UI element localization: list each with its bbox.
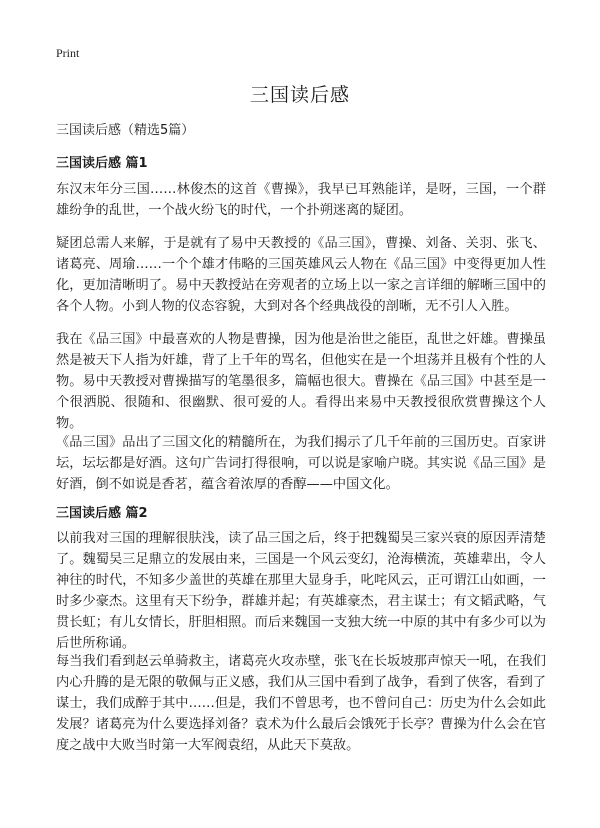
paragraph: 《品三国》品出了三国文化的精髓所在，为我们揭示了几千年前的三国历史。百家讲坛，坛坛都是好酒。这句广告词打得很响，可以说是家喻户晓。其实说《品三国》是好酒，倒不如说是香茗，蕴含着浓厚的香醇——中国文化。 [56,435,546,492]
print-link[interactable]: Print [56,46,80,60]
page-title: 三国读后感 [249,84,350,106]
section-heading-2: 三国读后感 篇2 [56,506,148,521]
paragraph: 疑团总需人来解，于是就有了易中天教授的《品三国》，曹操、刘备、关羽、张飞、诸葛亮、周瑜……一个个雄才伟略的三国英雄风云人物在《品三国》中变得更加人性化，更加清晰明了。易中天教授站在旁观者的立场上以一家之言详细的解晰三国中的各个人物。小到人物的仪态容貌，大到对各个经典战役的剖晰，无不引人入胜。 [56,236,546,314]
paragraph: 以前我对三国的理解很肤浅，读了品三国之后，终于把魏蜀吴三家兴衰的原因弄清楚了。魏蜀吴三足鼎立的发展由来，三国是一个风云变幻，沧海横流，英雄辈出，令人神往的时代，不知多少盖世的英雄在那里大显身手，叱咤风云，正可谓江山如画，一时多少豪杰。这里有天下纷争，群雄并起；有英雄豪杰，君主谋士；有文韬武略，气贯长虹；有儿女情长，肝胆相照。而后来魏国一支独大统一中原的其中有多少可以为后世所称诵。 [56,531,546,651]
document-subtitle: 三国读后感（精选5篇） [56,123,195,138]
paragraph: 我在《品三国》中最喜欢的人物是曹操，因为他是治世之能臣，乱世之奸雄。曹操虽然是被天下人指为奸雄，背了上千年的骂名，但他实在是一个坦荡并且极有个性的人物。易中天教授对曹操描写的笔墨很多，篇幅也很大。曹操在《品三国》中甚至是一个很洒脱、很随和、很幽默、很可爱的人。看得出来易中天教授很欣赏曹操这个人物。 [56,332,546,431]
paragraph: 东汉末年分三国……林俊杰的这首《曹操》，我早已耳熟能详，是呀，三国，一个群雄纷争的乱世，一个战火纷飞的时代，一个扑朔迷离的疑团。 [56,182,546,218]
paragraph: 每当我们看到赵云单骑救主，诸葛亮火攻赤壁，张飞在长坂坡那声惊天一吼，在我们内心升腾的是无限的敬佩与正义感，我们从三国中看到了战争，看到了侠客，看到了谋士，我们成醉于其中……但是，我们不曾思考，也不曾问自己：历史为什么会如此发展？诸葛亮为什么要选择刘备？袁术为什么最后会饿死于长亭？曹操为什么会在官度之战中大败当时第一大军阀袁绍，从此天下莫敌。 [56,654,546,753]
section-heading-1: 三国读后感 篇1 [56,156,148,171]
